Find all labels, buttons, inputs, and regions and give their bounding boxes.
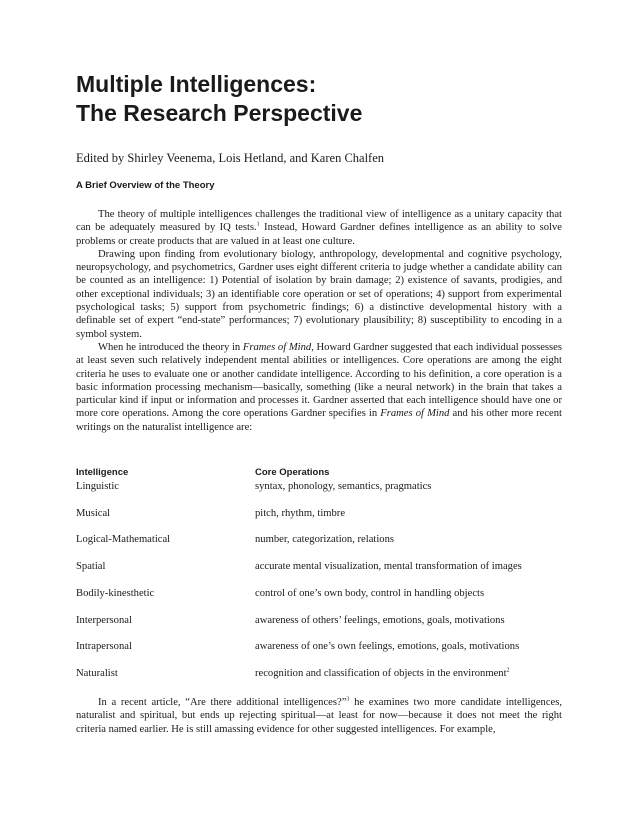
footnote-marker-2: 2 [506,667,510,674]
intelligence-name: Naturalist [76,668,118,679]
core-operations: control of one’s own body, control in handling objects [255,588,485,599]
closing-text [76,696,562,736]
paragraph-1-text-a: The theory of multiple intelligences challenges the traditional view of intelligence as a unitary capacity that can be adequately measured by IQ tests. [76,209,562,234]
paragraph-4-text-b: he examines two more candidate intelligences, naturalist and spiritual, but ends up rejecting spiritual—at least for now—because it does not meet the right criteria named earlier. He is still amassing evidence for other suggested intelligences. For example, [76,697,562,735]
intelligence-name: Linguistic [76,481,119,492]
table-row [76,560,562,574]
table-row [76,667,562,681]
table-row [76,587,562,601]
column-header-intelligence: Intelligence [76,467,129,478]
intelligence-name: Logical-Mathematical [76,534,171,545]
intelligence-name: Bodily-kinesthetic [76,588,155,599]
intelligence-name: Musical [76,508,111,519]
paragraph-3-text-c: and his other more recent writings on the naturalist intelligence are: [76,408,562,433]
table-row [76,507,562,521]
core-operations: number, categorization, relations [255,534,395,545]
intelligence-name: Spatial [76,561,106,572]
core-operations-text: recognition and classification of objects in the environment [255,668,507,679]
core-operations [255,667,510,681]
editors-line: Edited by Shirley Veenema, Lois Hetland, and Karen Chalfen [76,151,385,165]
book-title-frames-of-mind: Frames of Mind [242,341,312,353]
paragraph-2: Drawing upon finding from evolutionary biology, anthropology, developmental and cognitive psychology, neuropsychology, and psychometrics, Gardner uses eight different criteria to judge whether a candidate ability can be counted as an intelligence: 1) Potential of isolation by brain damage; 2) existence of savants, prodigies, and other exceptional individuals; 3) an identifiable core operation or set of operations; 4) support from experimental psychological tasks; 5) support from psychometric findings; 6) a distinctive developmental history with a definable set of expert “end-state” performances; 7) evolutionary plausibility; 8) susceptibility to encoding in a symbol system. [76,248,562,340]
core-operations: awareness of one’s own feelings, emotions, goals, motivations [255,641,520,652]
intelligence-name: Interpersonal [76,615,132,626]
table-row [76,533,562,547]
title-line-2: The Research Perspective [76,100,363,126]
paragraph-1-text-b: Instead, Howard Gardner defines intelligence as an ability to solve problems or create products that are valued in at least one culture. [76,222,562,247]
intelligence-name: Intrapersonal [76,641,132,652]
paragraph-3-text-b: , Howard Gardner suggested that each individual possesses at least seven such relatively independent mental abilities or intelligences. Core operations are among the eight criteria he uses to evaluate one or another candidate intelligence. According to his definition, a core operation is a basic information processing mechanism—basically, something (like a neural network) in the brain that takes a particular kind if input or information and processes it. Gardner asserted that each intelligence should have one or more core operations. Among the core operations Gardner specifies in [76,341,563,420]
document-title [76,70,576,128]
table-row [76,614,562,628]
title-line-1: Multiple Intelligences: [76,71,317,97]
table-row [76,640,562,654]
core-operations: syntax, phonology, semantics, pragmatics [255,481,432,492]
paragraph-3 [76,341,562,434]
section-heading: A Brief Overview of the Theory [76,180,215,191]
column-header-core-operations: Core Operations [255,467,330,478]
core-operations: awareness of others’ feelings, emotions, goals, motivations [255,615,505,626]
core-operations: pitch, rhythm, timbre [255,508,346,519]
paragraph-4-text-a: In a recent article, “Are there additional intelligences?” [98,697,347,708]
book-title-frames-of-mind-2: Frames of Mind [380,408,450,420]
table-header [76,467,562,479]
core-operations: accurate mental visualization, mental transformation of images [255,561,522,572]
paragraph-1 [76,208,562,248]
footnote-marker-3: 3 [346,696,350,703]
intro-text [76,208,562,434]
paragraph-3-text-a: When he introduced the theory in [98,341,243,353]
table-row [76,480,562,494]
paragraph-4 [76,696,562,736]
footnote-marker-1: 1 [256,221,260,228]
